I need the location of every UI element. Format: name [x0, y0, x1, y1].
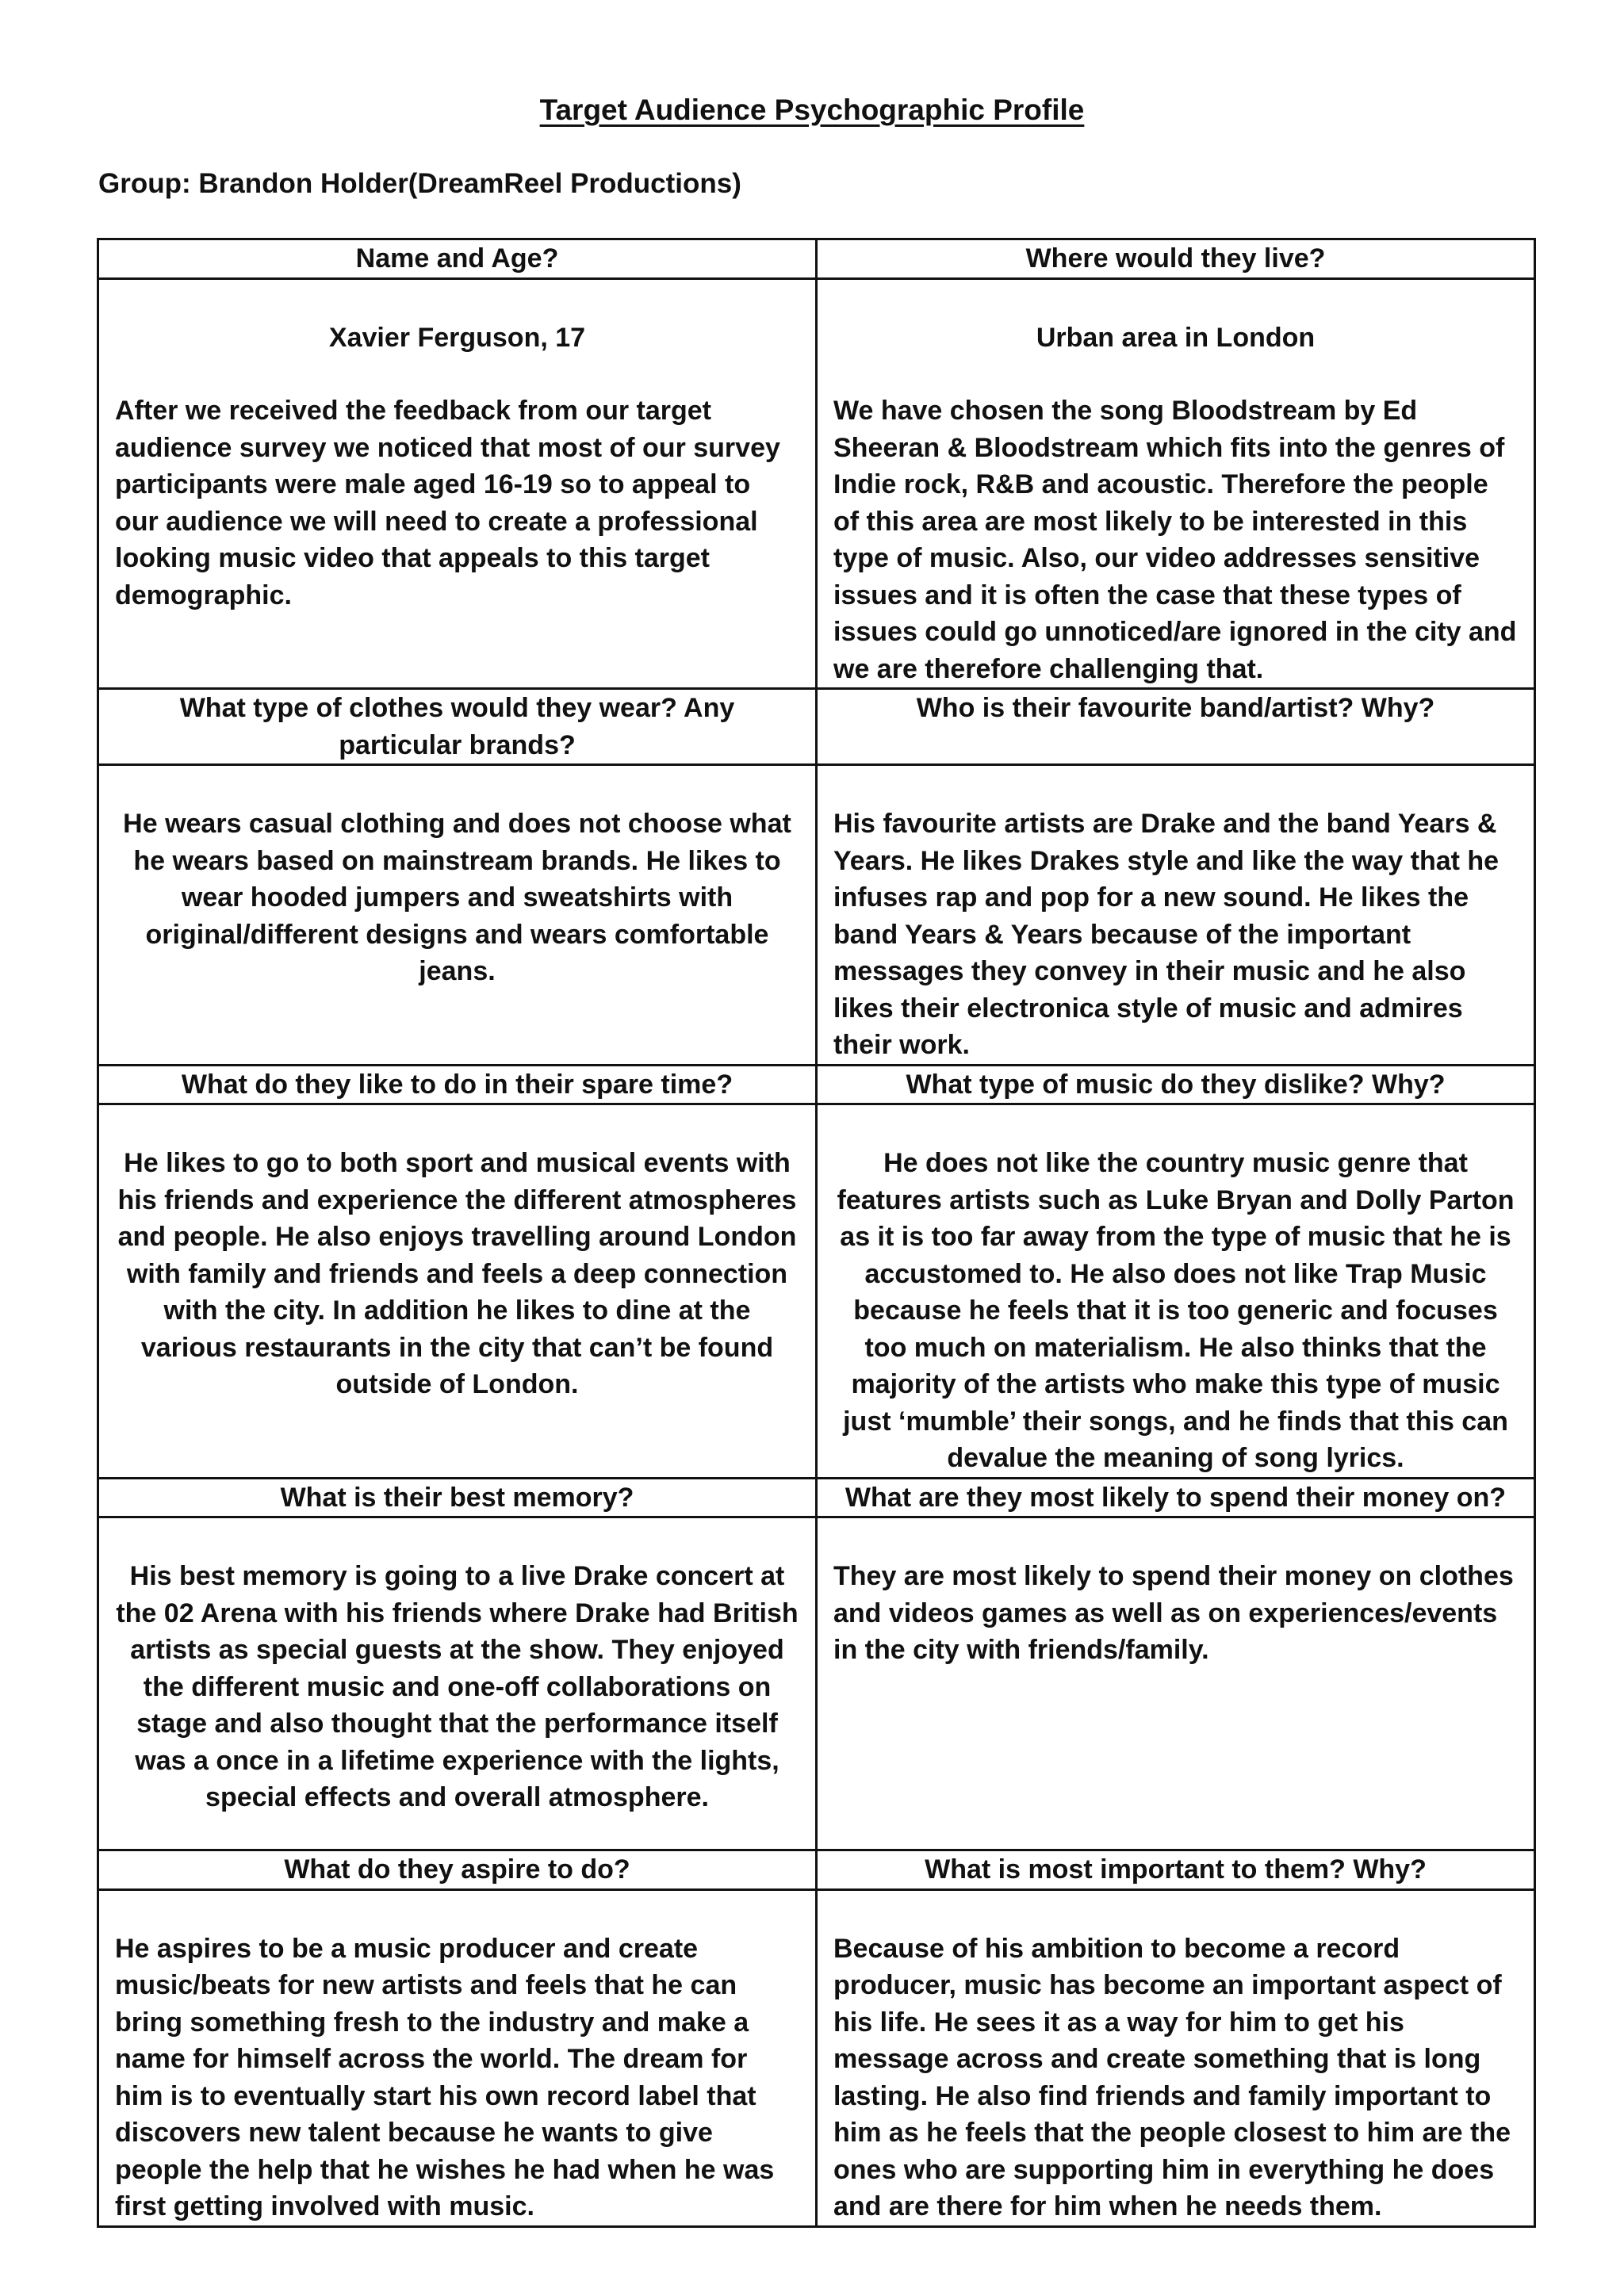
document-title: Target Audience Psychographic Profile — [539, 94, 1085, 126]
answer-row-1 — [98, 278, 1535, 689]
question-name-age: Name and Age? — [98, 239, 817, 279]
group-label: Group: Brandon Holder(DreamReel Productions) — [98, 168, 741, 199]
answer-where-live-cell — [817, 278, 1535, 689]
answer-clothes: He wears casual clothing and does not choose what he wears based on mainstream brands. He likes to wear hooded jumpers and sweatshirts with original/different designs and wears comfortable jeans. — [98, 765, 817, 1066]
answer-row-2 — [98, 765, 1535, 1066]
answer-name-age-cell — [98, 278, 817, 689]
question-spend-money: What are they most likely to spend their money on? — [817, 1478, 1535, 1517]
answer-where-live: We have chosen the song Bloodstream by Ed Sheeran & Bloodstream which fits into the genres of Indie rock, R&B and acoustic. Therefore the people of this area are most likely to be interested in this type of music. Also, our video addresses sensitive issues and it is often the case that these types of issues could go unnoticed/are ignored in the city and we are therefore challenging that. — [833, 396, 1517, 684]
psychographic-profile-table — [97, 238, 1536, 2228]
answer-aspire: He aspires to be a music producer and create music/beats for new artists and feels that he can bring something fresh to the industry and make a name for himself across the world. The dream for him is to eventually start his own record label that discovers new talent because he wants to give people the help that he wishes he had when he was first getting involved with music. — [98, 1889, 817, 2226]
answer-name-age: After we received the feedback from our target audience survey we noticed that most of our survey participants were male aged 16-19 so to appeal to our audience we will need to create a professional looking music video that appeals to this target demographic. — [115, 396, 780, 610]
question-most-important: What is most important to them? Why? — [817, 1850, 1535, 1890]
answer-music-dislike: He does not like the country music genre that features artists such as Luke Bryan and Dolly Parton as it is too far away from the type of music that he is accustomed to. He also does not like Trap Music because he feels that it is too generic and focuses too much on materialism. He also thinks that the majority of the artists who make this type of music just ‘mumble’ their songs, and he finds that this can devalue the meaning of song lyrics. — [817, 1104, 1535, 1479]
question-spare-time: What do they like to do in their spare time? — [98, 1065, 817, 1104]
answer-spare-time: He likes to go to both sport and musical events with his friends and experience the different atmospheres and people. He also enjoys travelling around London with family and friends and feels a deep connection with the city. In addition he likes to dine at the various restaurants in the city that can’t be found outside of London. — [98, 1104, 817, 1479]
question-row-3 — [98, 1065, 1535, 1104]
question-row-1 — [98, 239, 1535, 279]
question-clothes: What type of clothes would they wear? Any particular brands? — [98, 689, 817, 765]
question-music-dislike: What type of music do they dislike? Why? — [817, 1065, 1535, 1104]
answer-row-5 — [98, 1889, 1535, 2226]
question-row-5 — [98, 1850, 1535, 1890]
question-where-live: Where would they live? — [817, 239, 1535, 279]
answer-row-4 — [98, 1517, 1535, 1850]
question-aspire: What do they aspire to do? — [98, 1850, 817, 1890]
question-favourite-artist: Who is their favourite band/artist? Why? — [817, 689, 1535, 765]
question-row-4 — [98, 1478, 1535, 1517]
persona-name-age: Xavier Ferguson, 17 — [328, 322, 586, 353]
persona-location: Urban area in London — [1036, 322, 1316, 353]
question-best-memory: What is their best memory? — [98, 1478, 817, 1517]
answer-most-important: Because of his ambition to become a record producer, music has become an important aspect of his life. He sees it as a way for him to get his message across and create something that is long lasting. He also find friends and family important to him as he feels that the people closest to him are the ones who are supporting him in everything he does and are there for him when he needs them. — [817, 1889, 1535, 2226]
answer-favourite-artist: His favourite artists are Drake and the band Years & Years. He likes Drakes style and like the way that he infuses rap and pop for a new sound. He likes the band Years & Years because of the important messages they convey in their music and he also likes their electronica style of music and admires their work. — [817, 765, 1535, 1066]
answer-best-memory: His best memory is going to a live Drake concert at the 02 Arena with his friends where Drake had British artists as special guests at the show. They enjoyed the different music and one-off collaborations on stage and also thought that the performance itself was a once in a lifetime experience with the lights, special effects and overall atmosphere. — [98, 1517, 817, 1850]
answer-spend-money: They are most likely to spend their money on clothes and videos games as well as on experiences/events in the city with friends/family. — [817, 1517, 1535, 1850]
answer-row-3 — [98, 1104, 1535, 1479]
question-row-2 — [98, 689, 1535, 765]
